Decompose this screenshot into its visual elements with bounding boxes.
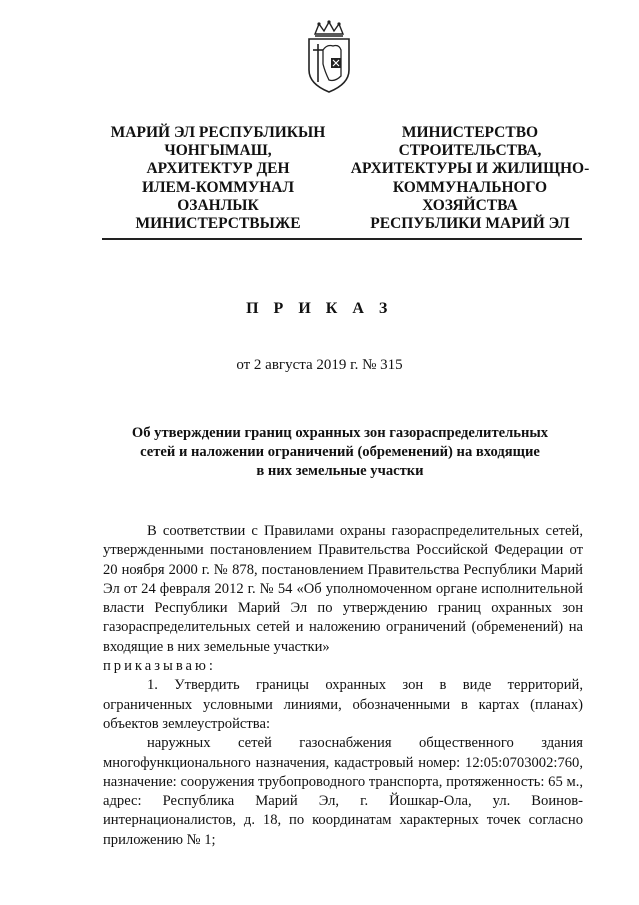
header-right-line: КОММУНАЛЬНОГО (392, 178, 548, 196)
document-date-number: от 2 августа 2019 г. № 315 (236, 357, 403, 373)
header-left-line: МИНИСТЕРСТВЫЖЕ (135, 215, 301, 233)
header-right-line: ХОЗЯЙСТВА (422, 196, 518, 214)
subject-line: в них земельные участки (256, 463, 424, 479)
item-1-paragraph: 1. Утвердить границы охранных зон в виде территорий, ограниченных условными линиями, обозначенными в картах (планах) объектов землеустройства: (103, 677, 583, 732)
subject-line: сетей и наложении ограничений (обременений) на входящие (140, 444, 540, 460)
header-left-line: АРХИТЕКТУР ДЕН (146, 160, 290, 178)
preamble-paragraph: В соответствии с Правилами охраны газораспределительных сетей, утвержденными постановлением Правительства Российской Федерации от 20 ноября 2000 г. № 878, постановлением Правительства Республики Марий Эл от 24 февраля 2012 г. № 54 «Об уполномоченном органе исполнительной власти Республики Марий Эл по утверждению границ охранных зон газораспределительных сетей и наложению ограничений (обременений) на входящие в них земельные участки» (103, 523, 583, 655)
header-right-line: СТРОИТЕЛЬСТВА, (398, 142, 542, 160)
header-right-line: АРХИТЕКТУРЫ И ЖИЛИЩНО- (350, 160, 590, 178)
item-1-subparagraph: наружных сетей газоснабжения общественного здания многофункционального назначения, кадастровый номер: 12:05:0703002:760, назначение: сооружения трубопроводного транспорта, протяженность: 65 м., адрес: Республика Марий Эл, г. Йошкар-Ола, ул. Воинов-интернационалистов, д. 18, по координатам характерных точек согласно приложению № 1; (103, 735, 583, 848)
header-left-line: ИЛЕМ-КОММУНАЛ (141, 178, 295, 196)
coat-of-arms-emblem (305, 20, 353, 94)
order-word: приказываю: (103, 658, 216, 675)
header-right-line: МИНИСТЕРСТВО (401, 124, 539, 141)
document-subject (110, 424, 570, 481)
header-left-marian (103, 124, 333, 233)
subject-line: Об утверждении границ охранных зон газораспределительных (131, 425, 549, 441)
header-right-line: РЕСПУБЛИКИ МАРИЙ ЭЛ (370, 215, 570, 233)
header-right-russian (350, 124, 590, 233)
header-left-line: МАРИЙ ЭЛ РЕСПУБЛИКЫН (110, 124, 326, 141)
document-body (103, 522, 583, 850)
document-type-title: П Р И К А З (246, 300, 393, 317)
header-left-line: ЧОНГЫМАШ, (164, 142, 272, 160)
header-divider (102, 238, 582, 240)
header-left-line: ОЗАНЛЫК (177, 196, 259, 214)
